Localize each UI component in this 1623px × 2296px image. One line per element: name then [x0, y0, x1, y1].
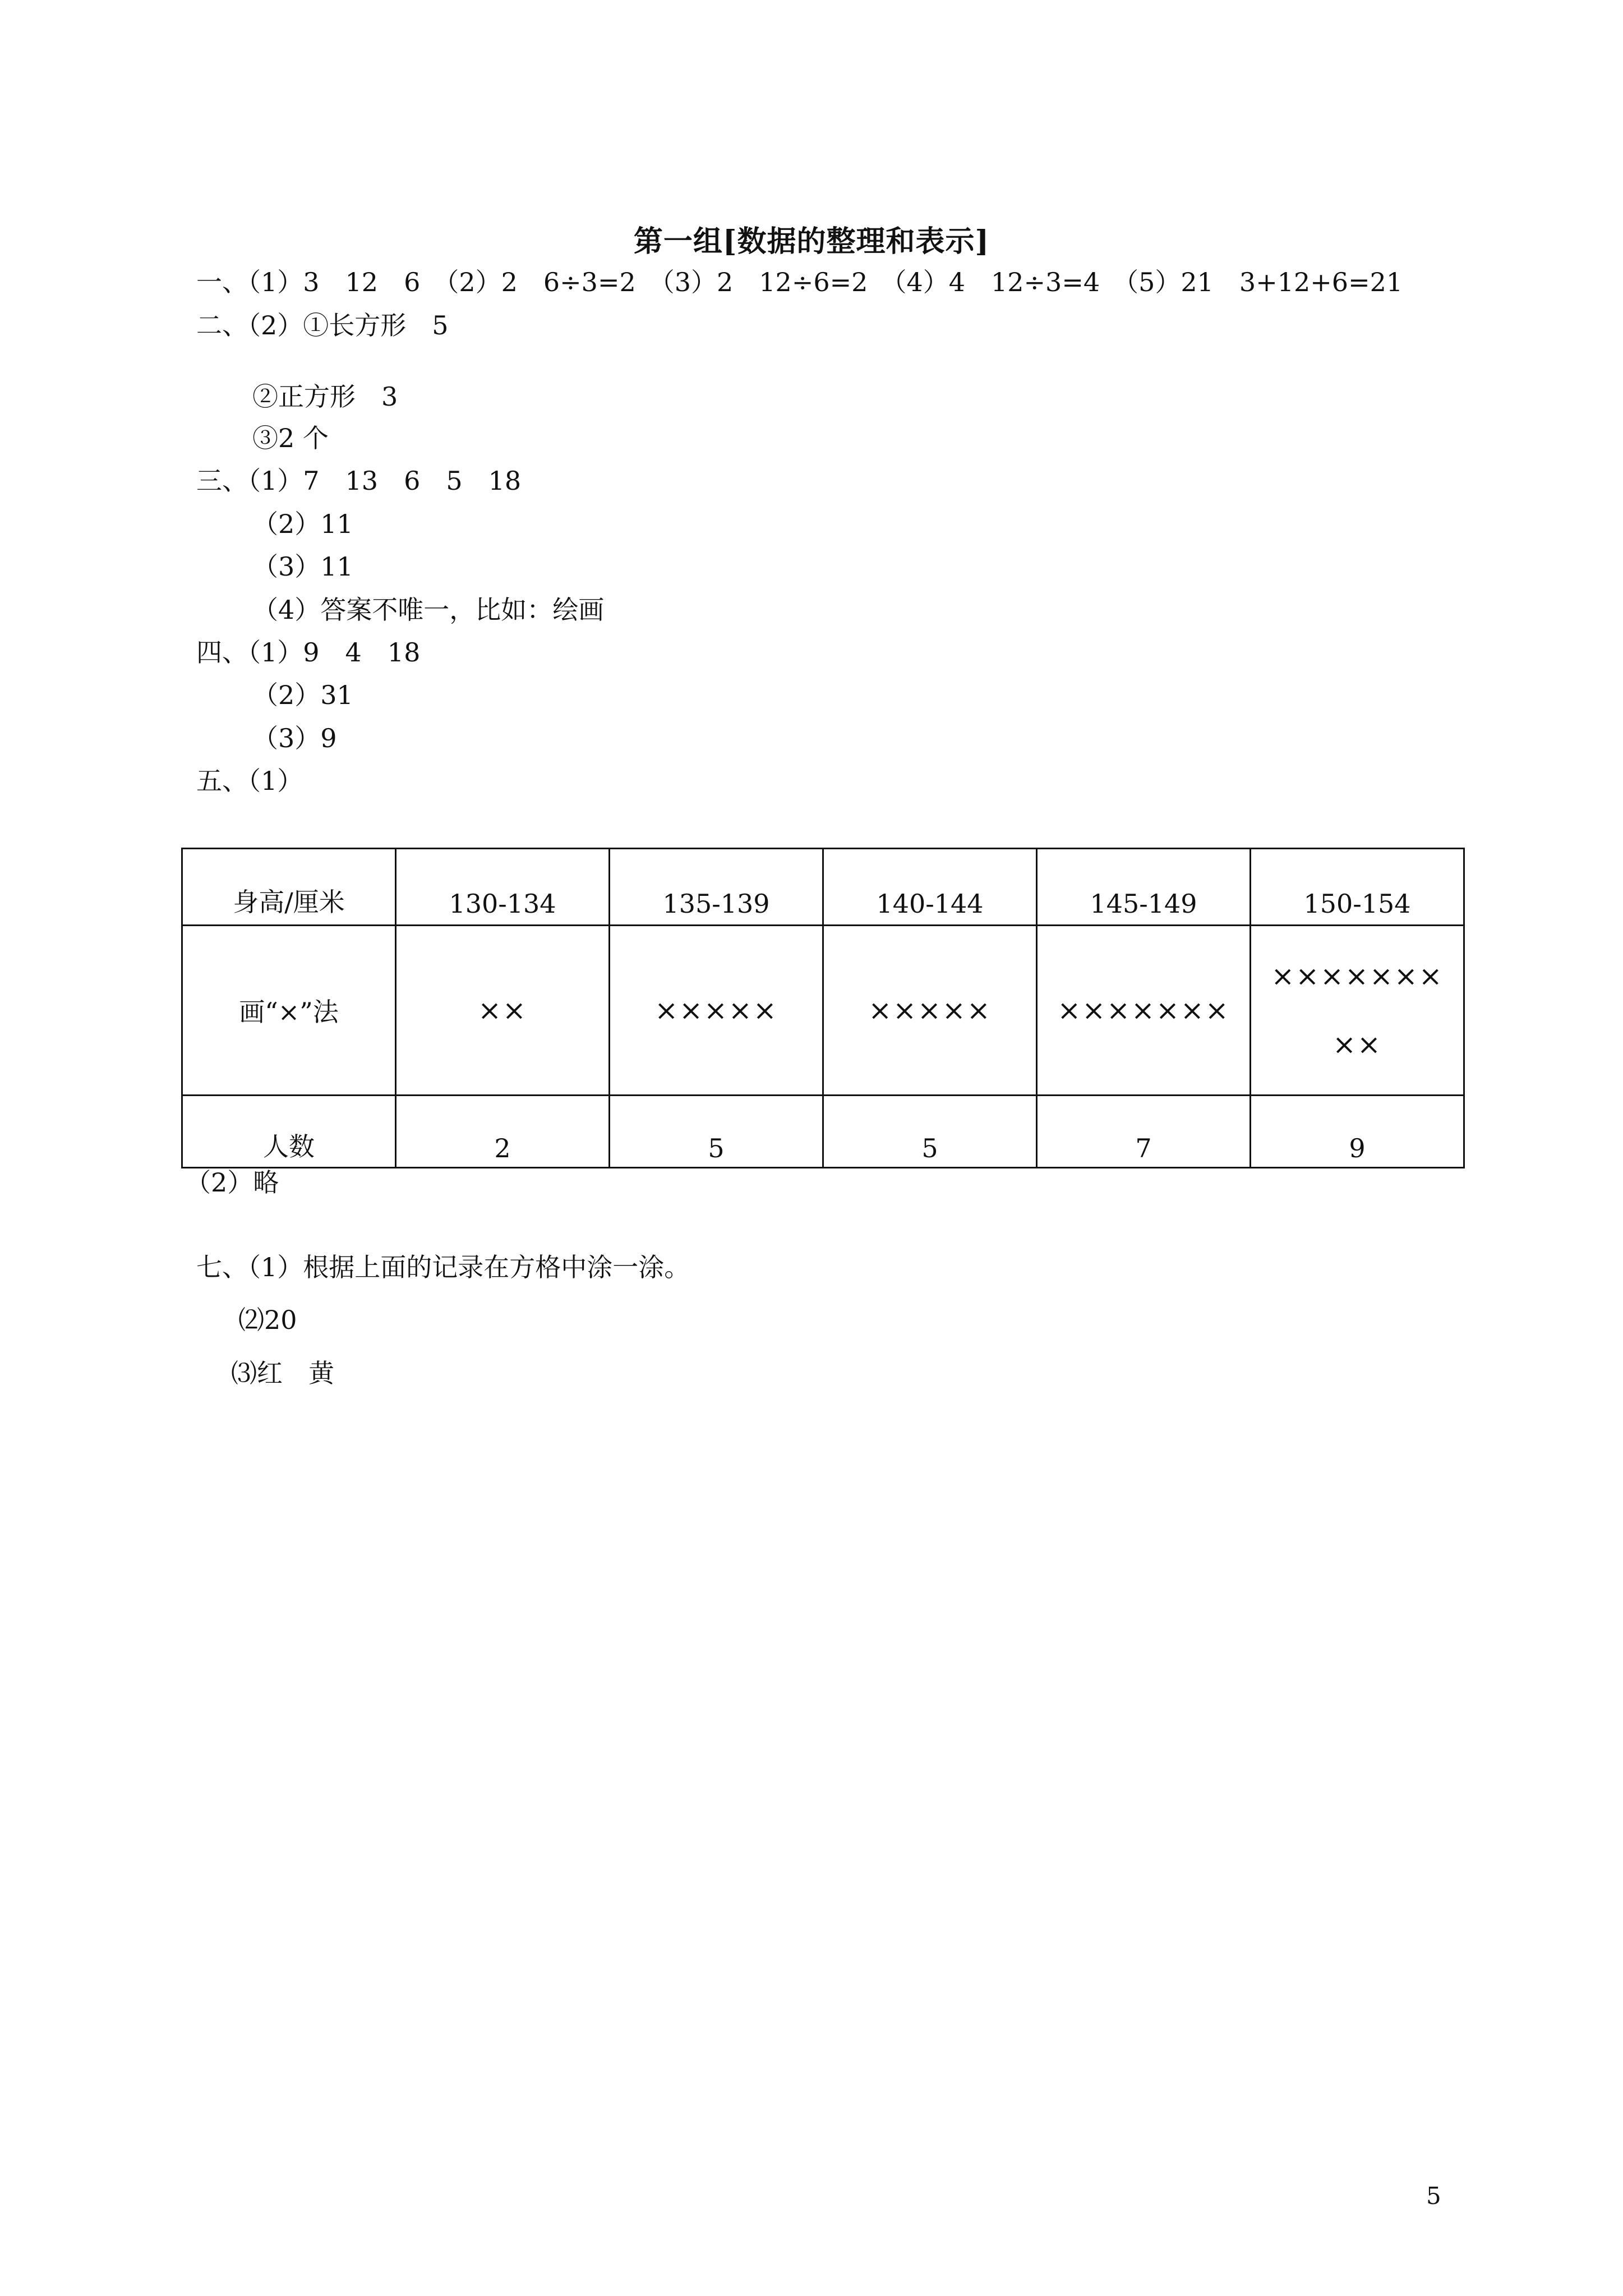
- answer-line-1: 一、（1）3 12 6 （2）2 6÷3=2 （3）2 12÷6=2 （4）4 12÷3=4 （5）21 3+12+6=21: [196, 267, 1403, 297]
- answer-line-8: （4）答案不唯一，比如：绘画: [252, 595, 605, 625]
- tally-cell: [1037, 926, 1251, 1096]
- height-range-cell: 150-154: [1251, 849, 1464, 926]
- answer-line-12: 五、（1）: [196, 766, 303, 796]
- tally-marks: ×××××××: [1057, 994, 1230, 1027]
- height-range-cell: 130-134: [396, 849, 610, 926]
- height-range-cell: 135-139: [610, 849, 823, 926]
- tally-marks: ××: [478, 994, 527, 1027]
- count-cell: 2: [396, 1096, 610, 1168]
- tally-marks: ×××××: [654, 994, 778, 1027]
- page-number: 5: [1426, 2182, 1441, 2210]
- tally-cell: [1251, 926, 1464, 1096]
- tally-marks: ×××××××××: [1271, 960, 1444, 1061]
- row-label-tally: 画“×”法: [182, 926, 396, 1096]
- answer-line-4: ③2 个: [252, 423, 329, 453]
- table-row-tally: [182, 926, 1464, 1096]
- section-title: 第一组[数据的整理和表示]: [633, 224, 990, 259]
- tally-cell: [823, 926, 1037, 1096]
- count-cell: 9: [1251, 1096, 1464, 1168]
- count-cell: 5: [610, 1096, 823, 1168]
- row-label-count: 人数: [182, 1096, 396, 1168]
- tally-cell: [396, 926, 610, 1096]
- answer-line-15: ⑵20: [238, 1305, 297, 1335]
- tally-marks: ×××××: [868, 994, 992, 1027]
- height-range-cell: 145-149: [1037, 849, 1251, 926]
- row-label-height: 身高/厘米: [182, 849, 396, 926]
- count-cell: 7: [1037, 1096, 1251, 1168]
- tally-cell: [610, 926, 823, 1096]
- count-cell: 5: [823, 1096, 1037, 1168]
- answer-line-3: ②正方形 3: [252, 381, 398, 412]
- answer-line-10: （2）31: [252, 680, 353, 710]
- answer-line-5: 三、（1）7 13 6 5 18: [196, 466, 522, 496]
- table-row-height: [182, 849, 1464, 926]
- answer-line-7: （3）11: [252, 551, 353, 582]
- answer-line-2: 二、（2）①长方形 5: [196, 310, 449, 341]
- answer-line-6: （2）11: [252, 509, 353, 539]
- answer-line-16: ⑶红 黄: [231, 1358, 334, 1388]
- table-row-count: [182, 1096, 1464, 1168]
- answer-line-13: （2）略: [185, 1167, 279, 1198]
- answer-line-9: 四、（1）9 4 18: [196, 637, 421, 668]
- height-tally-table: [181, 848, 1465, 1168]
- answer-line-11: （3）9: [252, 723, 337, 753]
- height-range-cell: 140-144: [823, 849, 1037, 926]
- answer-line-14: 七、（1）根据上面的记录在方格中涂一涂。: [196, 1252, 690, 1282]
